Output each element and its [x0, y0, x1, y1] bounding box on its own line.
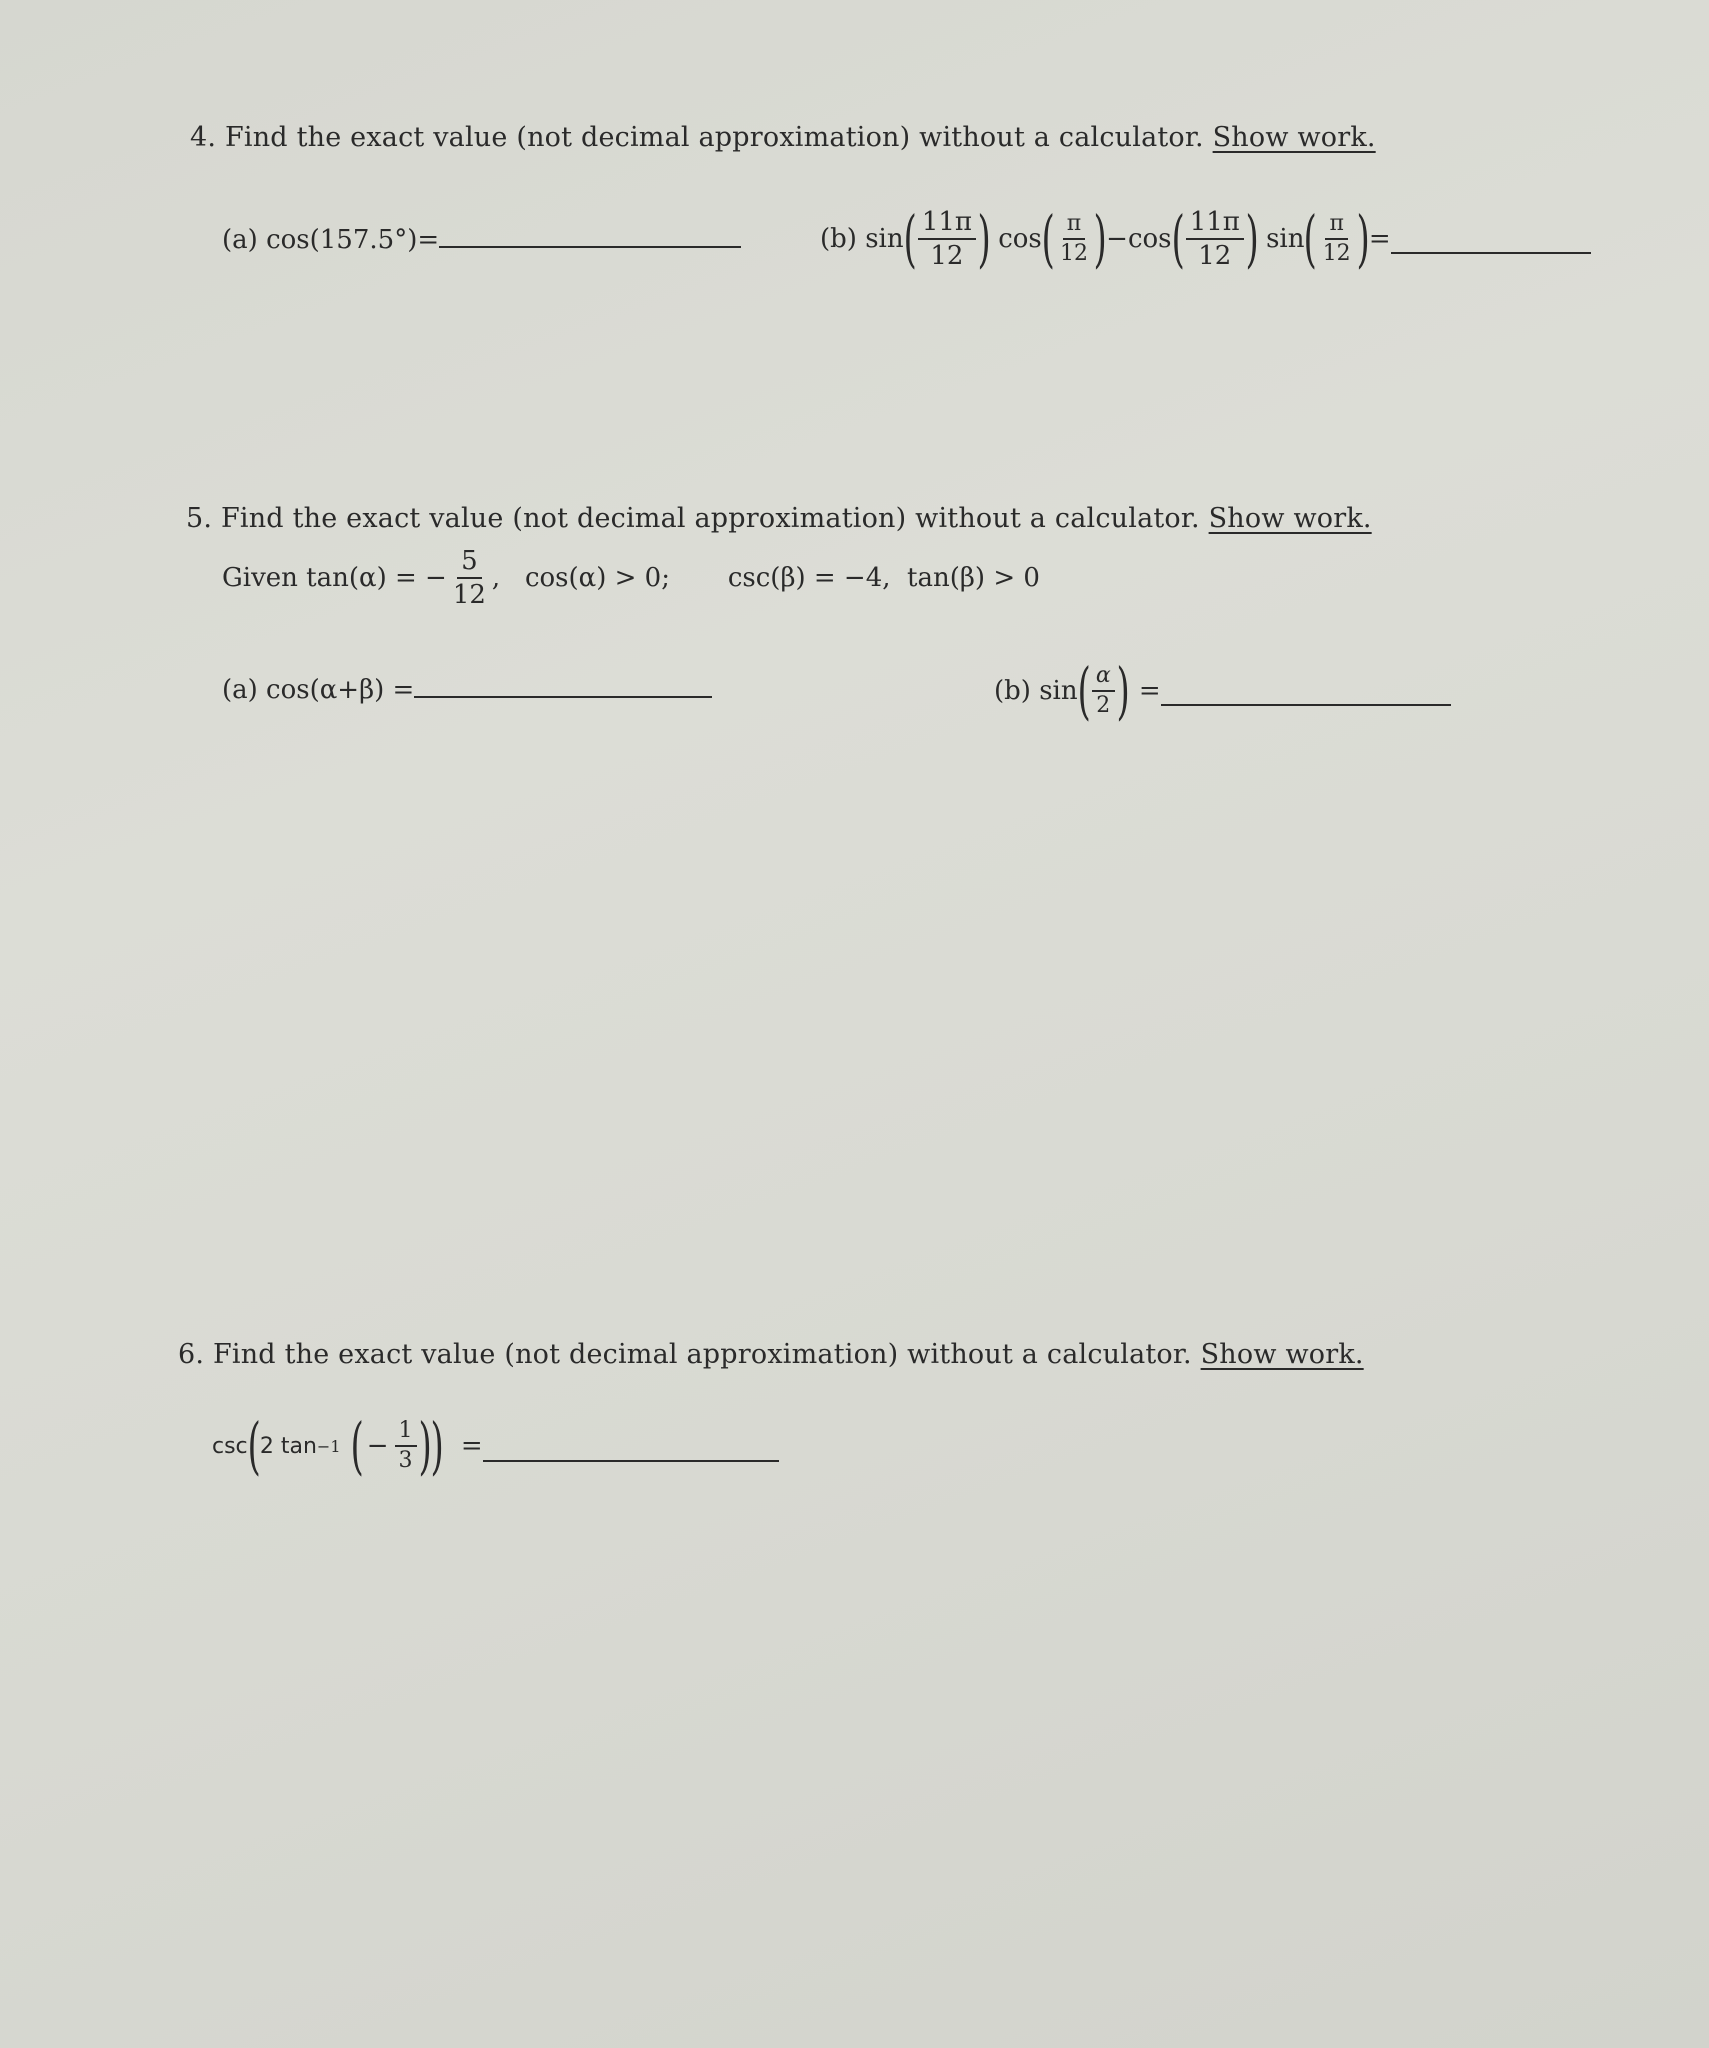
q6-header	[178, 1339, 1364, 1370]
q4-header-text: 4. Find the exact value (not decimal approximation) without a calculator.	[190, 122, 1204, 153]
q4b-num-2: π	[1063, 213, 1085, 240]
q4b-paren-open-2: (	[1041, 202, 1055, 275]
q4b-den-3: 12	[1198, 241, 1232, 271]
q6-num: 1	[395, 1420, 417, 1447]
q5-given-label: Given tan(α) = −	[222, 563, 447, 593]
q5-given	[222, 548, 1040, 608]
q4b-minus-cos: −cos	[1106, 224, 1172, 254]
q6-eq: =	[460, 1431, 483, 1461]
q4b-paren-close-4: )	[1356, 202, 1370, 275]
q4b-eq: =	[1368, 224, 1391, 254]
q6-sup: −1	[316, 1436, 341, 1456]
q4b	[820, 202, 1591, 275]
q4a	[222, 225, 741, 255]
q5a-answer-blank[interactable]	[414, 694, 712, 698]
q4a-expr: cos(157.5°)=	[266, 225, 440, 255]
q4b-num-3: 11π	[1186, 209, 1244, 240]
q4b-sin: sin	[1266, 224, 1305, 254]
q4b-frac-1	[918, 209, 976, 269]
q5a	[222, 675, 712, 705]
q5b-answer-blank[interactable]	[1161, 702, 1451, 706]
q5b-paren-close: )	[1116, 654, 1130, 727]
q6-header-text: 6. Find the exact value (not decimal approximation) without a calculator.	[178, 1339, 1192, 1370]
q5-given-frac	[449, 548, 490, 608]
q4a-label: (a)	[222, 225, 258, 255]
q4b-den-2: 12	[1059, 241, 1088, 266]
q4b-frac-3	[1186, 209, 1244, 269]
q5a-expr: (a) cos(α+β) =	[222, 675, 415, 705]
q4-show-work: Show work.	[1212, 122, 1376, 153]
q4-header	[190, 122, 1376, 153]
q6-paren-close-inner: )	[417, 1409, 432, 1482]
q5b-eq: =	[1138, 676, 1161, 706]
q6-answer-blank[interactable]	[483, 1458, 779, 1462]
q5-given-num: 5	[457, 548, 482, 579]
q4b-paren-close-3: )	[1245, 202, 1259, 275]
q6-minus: −	[366, 1431, 389, 1461]
q5b-frac	[1092, 665, 1115, 717]
q6-show-work: Show work.	[1200, 1339, 1364, 1370]
q4a-answer-blank[interactable]	[439, 244, 741, 248]
q6-frac	[395, 1420, 417, 1472]
q6-paren-open-outer: (	[247, 1409, 261, 1482]
q6-paren-close-outer: )	[430, 1409, 444, 1482]
q4b-frac-2	[1056, 213, 1092, 265]
q5b-den: 2	[1096, 693, 1111, 718]
q4b-label: (b) sin	[820, 224, 904, 254]
q6-paren-open-inner: (	[349, 1409, 364, 1482]
q6-den: 3	[398, 1448, 413, 1473]
q5b-paren-open: (	[1077, 654, 1091, 727]
q6-csc: csc	[212, 1433, 248, 1459]
q4b-frac-4	[1319, 213, 1355, 265]
q5b-num: α	[1092, 665, 1115, 692]
q4b-answer-blank[interactable]	[1391, 250, 1591, 254]
q5-header	[186, 503, 1372, 534]
q5-given-rest: , cos(α) > 0; csc(β) = −4, tan(β) > 0	[491, 563, 1040, 593]
q4b-paren-open-1: (	[903, 202, 917, 275]
q5b-label: (b) sin	[994, 676, 1078, 706]
q4b-paren-close-1: )	[977, 202, 991, 275]
q4b-cos: cos	[998, 224, 1042, 254]
q4b-den-1: 12	[930, 241, 964, 271]
q4b-num-4: π	[1325, 213, 1347, 240]
q6-two-tan: 2 tan	[259, 1433, 317, 1459]
q4b-paren-open-3: (	[1170, 202, 1185, 275]
q5-header-text: 5. Find the exact value (not decimal approximation) without a calculator.	[186, 503, 1200, 534]
q4b-paren-open-4: (	[1303, 202, 1318, 275]
q4b-den-4: 12	[1322, 241, 1351, 266]
q5-show-work: Show work.	[1208, 503, 1372, 534]
q4b-num-1: 11π	[918, 209, 976, 240]
q4b-paren-close-2: )	[1093, 202, 1107, 275]
q5-given-den: 12	[452, 580, 486, 610]
q6-expr	[212, 1409, 779, 1482]
q5b	[994, 654, 1451, 727]
